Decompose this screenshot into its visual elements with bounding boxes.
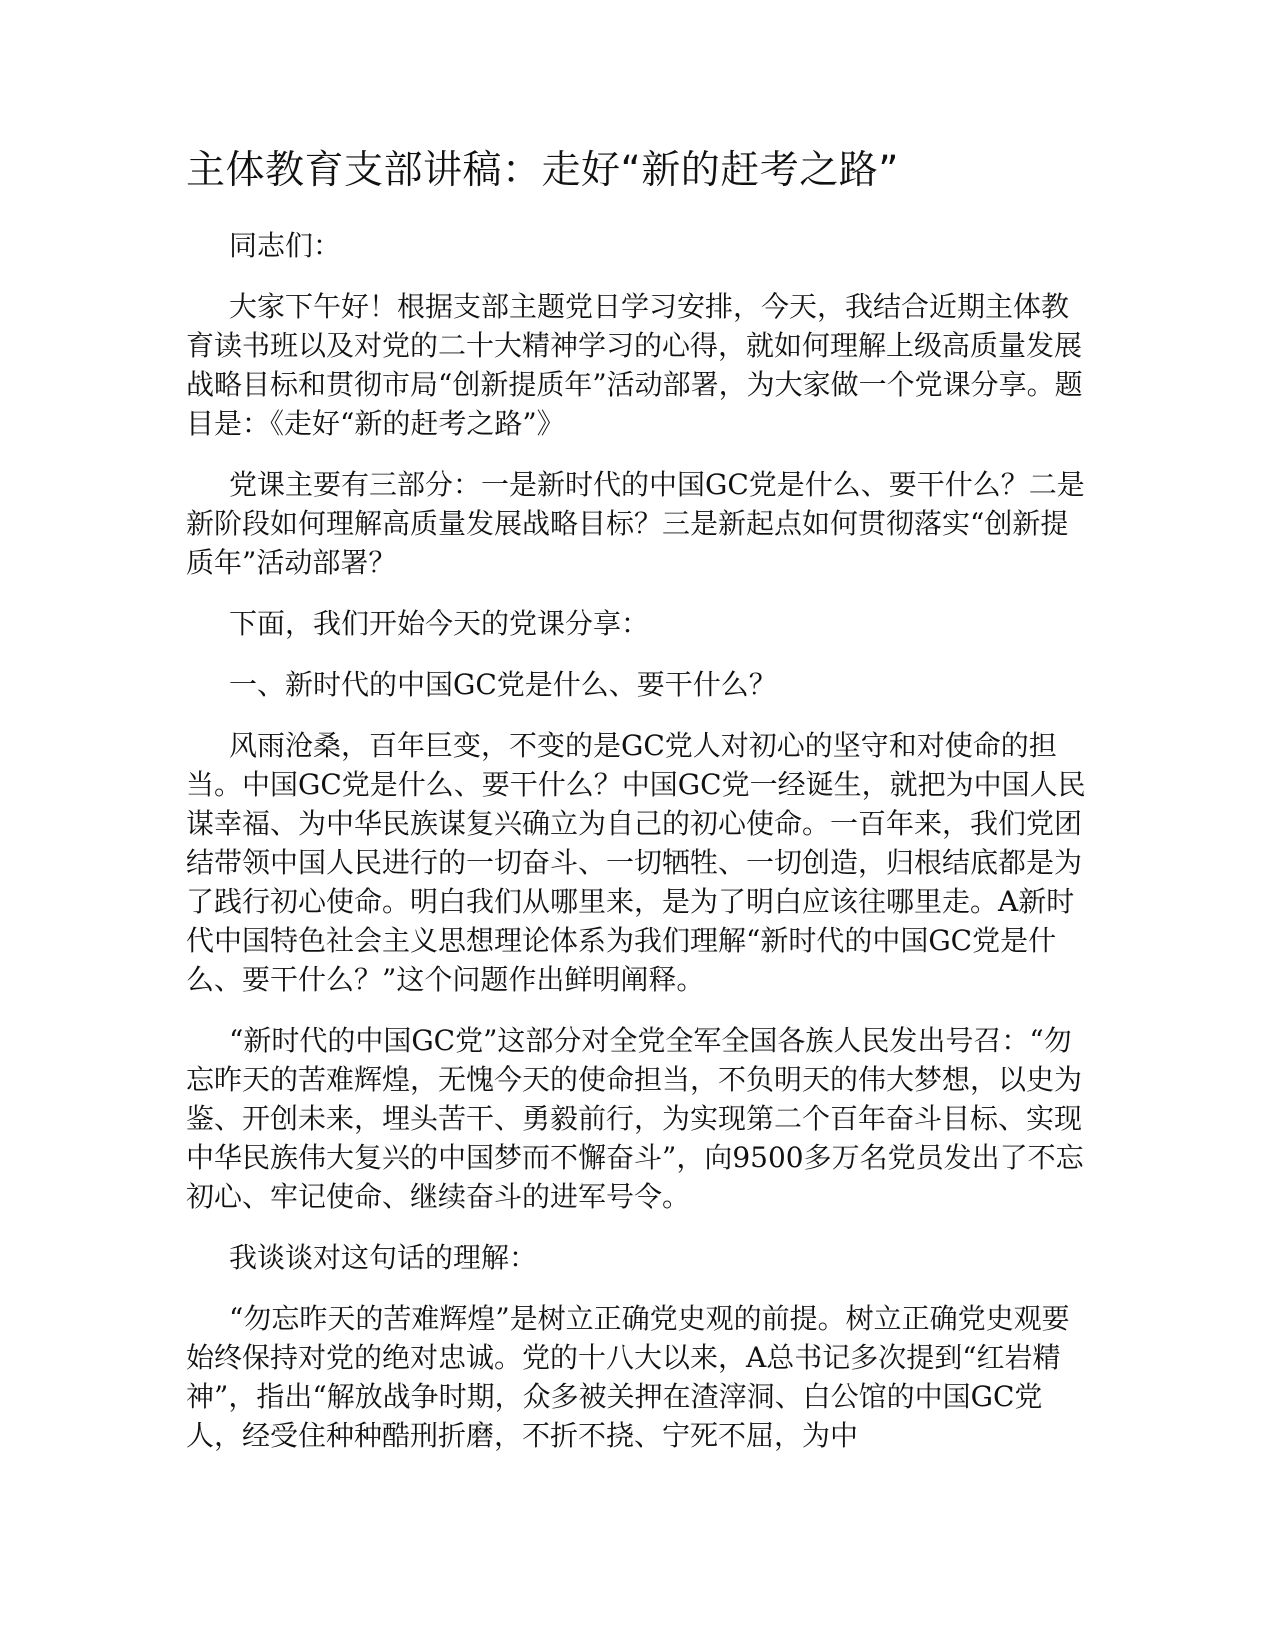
document-body — [186, 145, 1086, 1477]
paragraph-call-to-action: “新时代的中国GC党”这部分对全党全军全国各族人民发出号召：“勿忘昨天的苦难辉煌，无愧今天的使命担当，不负明天的伟大梦想，以史为鉴、开创未来，埋头苦干、勇毅前行，为实现第二个百年奋斗目标、实现中华民族伟大复兴的中国梦而不懈奋斗”，向9500多万名党员发出了不忘初心、牢记使命、继续奋斗的进军号令。 — [186, 1023, 1084, 1213]
paragraph-section-one-body: 风雨沧桑，百年巨变，不变的是GC党人对初心的坚守和对使命的担当。中国GC党是什么、要干什么？中国GC党一经诞生，就把为中国人民谋幸福、为中华民族谋复兴确立为自己的初心使命。一百年来，我们党团结带领中国人民进行的一切奋斗、一切牺牲、一切创造，归根结底都是为了践行初心使命。明白我们从哪里来，是为了明白应该往哪里走。A新时代中国特色社会主义思想理论体系为我们理解“新时代的中国GC党是什么、要干什么？”这个问题作出鲜明阐释。 — [186, 728, 1086, 996]
paragraph-understanding-lead: 我谈谈对这句话的理解： — [229, 1240, 538, 1274]
paragraph-greeting: 同志们： — [229, 228, 342, 262]
paragraph-party-history: “勿忘昨天的苦难辉煌”是树立正确党史观的前提。树立正确党史观要始终保持对党的绝对忠诚。党的十八大以来，A总书记多次提到“红岩精神”，指出“解放战争时期，众多被关押在渣滓洞、白公馆的中国GC党人，经受住种种酷刑折磨，不折不挠、宁死不屈，为中 — [186, 1301, 1070, 1452]
document-title: 主体教育支部讲稿：走好“新的赶考之路” — [186, 148, 899, 193]
section-heading-one: 一、新时代的中国GC党是什么、要干什么？ — [229, 667, 777, 701]
paragraph-intro: 大家下午好！根据支部主题党日学习安排，今天，我结合近期主体教育读书班以及对党的二十大精神学习的心得，就如何理解上级高质量发展战略目标和贯彻市局“创新提质年”活动部署，为大家做一个党课分享。题目是：《走好“新的赶考之路”》 — [186, 289, 1083, 440]
paragraph-outline: 党课主要有三部分：一是新时代的中国GC党是什么、要干什么？二是新阶段如何理解高质量发展战略目标？三是新起点如何贯彻落实“创新提质年”活动部署？ — [186, 467, 1085, 579]
paragraph-transition: 下面，我们开始今天的党课分享： — [229, 606, 650, 640]
